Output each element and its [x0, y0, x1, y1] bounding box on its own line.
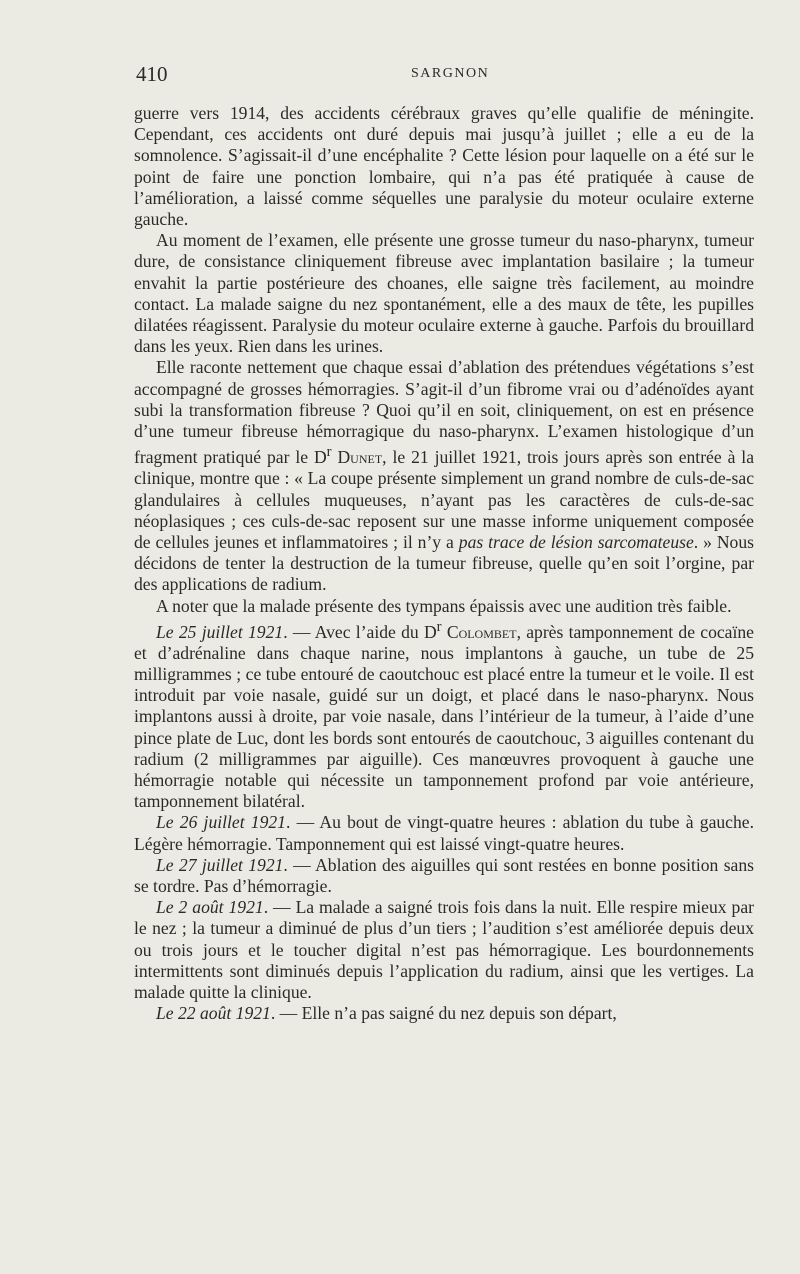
text-run: , le 21 juillet 1921, trois jours après son entrée à la clinique, montre que : « La coupe présente simplement un grand nombre de culs-de-sac glandulaires à cellules muqueuses, n’ayant pas les caractères de culs-de-sac néoplasiques ; ces culs-de-sac reposent sur une masse informe uniquement composée de cellules jeunes et inflammatoires ; il n’y a: [134, 447, 754, 552]
author-name: Dunet: [337, 447, 383, 468]
text-run: . — La malade a saigné trois fois dans la nuit. Elle respire mieux par le nez ; la tumeur a diminué de plus d’un tiers ; l’audition s’est améliorée depuis deux ou trois jours et le toucher digital n’est pas hémorragique. Les bourdonnements intermittents sont diminués depuis l’application du radium, ainsi que les vertiges. La malade quitte la clinique.: [134, 897, 754, 1003]
text-run: Au moment de l’examen, elle présente une grosse tumeur du naso-pharynx, tumeur dure, de consistance cliniquement fibreuse avec implantation basilaire ; la tumeur envahit la partie postérieure des choanes, elle saigne très facilement, au moindre contact. La malade saigne du nez spontanément, elle a des maux de tête, les pupilles dilatées réagissent. Paralysie du moteur oculaire externe à gauche. Parfois du brouillard dans les yeux. Rien dans les urines.: [134, 230, 754, 357]
italic-text: Le 2 août 1921: [156, 897, 264, 918]
author-name: Colombet: [446, 621, 517, 642]
paragraph: [134, 103, 754, 230]
italic-text: Le 22 août 1921: [156, 1003, 271, 1024]
paragraph: [134, 617, 754, 813]
text-run: . — Avec l’aide du D: [283, 621, 437, 642]
paragraph: [134, 855, 754, 897]
paragraph: [134, 812, 754, 854]
superscript: r: [436, 618, 442, 635]
paragraph: [134, 357, 754, 595]
superscript: r: [326, 444, 332, 461]
paragraph: [134, 897, 754, 1003]
italic-text: Le 27 juillet 1921: [156, 854, 284, 875]
italic-text: Le 25 juillet 1921: [156, 621, 284, 642]
body-text: [134, 103, 754, 1024]
text-run: . » Nous décidons de tenter la destruction de la tumeur fibreuse, quelle qu’en soit l’orgine, par des applications de radium.: [134, 531, 754, 595]
text-run: . — Ablation des aiguilles qui sont restées en bonne position sans se tordre. Pas d’hémorragie.: [134, 854, 754, 897]
italic-text: Le 26 juillet 1921: [156, 812, 286, 833]
text-run: guerre vers 1914, des accidents cérébraux graves qu’elle qualifie de méningite. Cependant, ces accidents ont duré depuis mai jusqu’à juillet ; elle a eu de la somnolence. S’agissait-il d’une encéphalite ? Cette lésion pour laquelle on a été sur le point de faire une ponction lombaire, qui n’a pas été pratiquée à cause de l’amélioration, a laissé comme séquelles une paralysie du moteur oculaire externe gauche.: [134, 103, 754, 230]
paragraph: [134, 230, 754, 357]
italic-text: pas trace de lésion sarcomateuse: [458, 531, 694, 552]
text-run: , après tamponnement de cocaïne et d’adrénaline dans chaque narine, nous implantons à gauche, un tube de 25 milligrammes ; ce tube entouré de caoutchouc est placé entre la tumeur et le voile. Il est introduit par voie nasale, guidé sur un doigt, et placé dans le naso-pharynx. Nous implantons aussi à droite, par voie nasale, dans l’intérieur de la tumeur, à l’aide d’une pince plate de Luc, dont les bords sont entourés de caoutchouc, 3 aiguilles contenant du radium (2 milligrammes par aiguille). Ces manœuvres provoquent à gauche une hémorragie notable qui nécessite un tamponnement profond par voie antérieure, tamponnement bilatéral.: [134, 621, 754, 812]
paragraph: [134, 596, 754, 617]
text-run: A noter que la malade présente des tympans épaissis avec une audition très faible.: [156, 595, 732, 616]
running-head: SARGNON: [411, 66, 490, 81]
text-run: Elle raconte nettement que chaque essai d’ablation des prétendues végétations s’est accompagné de grosses hémorragies. S’agit-il d’un fibrome vrai ou d’adénoïdes ayant subi la transformation fibreuse ? Quoi qu’il en soit, cliniquement, on est en présence d’une tumeur fibreuse hémorragique du naso-pharynx. L’examen histologique d’un fragment pratiqué par le D: [134, 357, 754, 468]
paragraph: [134, 1003, 754, 1024]
page-number: 410: [136, 62, 168, 86]
page-header: [136, 62, 752, 90]
text-run: . — Au bout de vingt-quatre heures : ablation du tube à gauche. Légère hémorragie. Tamponnement qui est laissé vingt-quatre heures.: [134, 812, 754, 854]
text-run: . — Elle n’a pas saigné du nez depuis son départ,: [270, 1003, 617, 1024]
